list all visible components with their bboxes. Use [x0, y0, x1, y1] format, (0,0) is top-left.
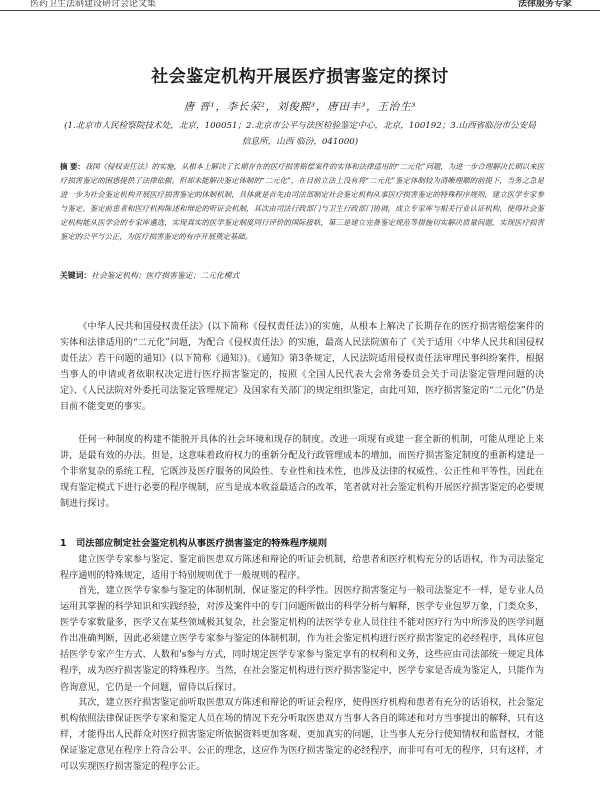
section-number: 1 — [60, 538, 67, 549]
paper-title: 社会鉴定机构开展医疗损害鉴定的探讨 — [151, 67, 449, 87]
body-paragraph: 任何一种制度的构建不能脱开具体的社会环境和现存的制度。改进一项现有或建一套全新的机制，可能从理论上来讲，是最有效的办法。但是，这意味着政府权力的重新分配及行政管理成本的增加，而医疗损害鉴定制度的重新构建是一个非常复杂的系统工程，它既涉及医疗服务的风险性、专业性和技术性，也涉及法律的权威性、公正性和平等性，因此在现有鉴定模式下进行必要的程序规制，应当是成本收益最适合的改革，笔者就对社会鉴定机构开展医疗损害鉴定的必要规制进行探讨。 — [60, 435, 544, 510]
author-list: 唐 晋¹，李长荣²，刘俊熙³，唐田丰³，王治生³ — [183, 101, 417, 113]
keywords-label: 关键词： — [60, 271, 92, 280]
body-paragraph-2-block — [60, 432, 544, 512]
section-paragraph-3-block — [60, 695, 544, 775]
section-paragraph-1-block — [60, 552, 544, 584]
abstract-label: 摘 要： — [60, 162, 85, 171]
section-paragraph: 首先，建立医学专家参与鉴定的体制机制，保证鉴定的科学性。因医疗损害鉴定与一般司法鉴定不一样，是专业人员运用其掌握的科学知识和实践经验，对涉及案件中的专门问题所做出的科学分析与解释，医学专业包罗万象，门类众多，医学专家数量多，医学又在某些领域极其复杂，社会鉴定机构的法医学专业人员往往不能对医疗行为中所涉及的医学问题作出准确判断，因此必须建立医学专家参与鉴定的体制机制，作为社会鉴定机构进行医疗损害鉴定的必经程序，具体应包括医学专家产生方式、人数和's参与方式，同时规定医学专家参与鉴定享有的权利和义务，这些应由司法部统一规定具体程序，成为医疗损害鉴定的特殊程序。当然，在社会鉴定机构进行医疗损害鉴定中，医学专家是否成为鉴定人，只能作为咨询意见，它仍是一个问题，留待以后探讨。 — [60, 586, 544, 693]
section-title: 司法部应制定社会鉴定机构从事医疗损害鉴定的特殊程序规则 — [76, 538, 328, 549]
section-paragraph: 其次，建立医疗损害鉴定前听取医患双方陈述和辩论的听证会程序，使得医疗机构和患者有充分的话语权，社会鉴定机构依照法律保证医学专家和鉴定人员在场的情况下充分听取医患双方当事人各自的陈述和对方当事提出的解释，只有这样，才能得出人民群众对医疗损害鉴定所依据资料更加客观、更加真实的问题，让当事人充分行使知情权和监督权，才能保证鉴定意见在程序上符合公平、公正的理念，这应作为医疗损害鉴定的必经程序，而非可有可无的程序，只有这样，才可以实现医疗损害鉴定的程序公正。 — [60, 698, 544, 773]
running-header-right: 法律服务专家 — [517, 0, 572, 9]
section-paragraph: 建立医学专家参与鉴定、鉴定前医患双方陈述和辩论的听证会机制，给患者和医疗机构充分的话语权，作为司法鉴定程序通则的特殊规定，适用于特别规则优于一般规则的程序。 — [60, 555, 544, 582]
keywords-text: 社会鉴定机构；医疗损害鉴定；二元化模式 — [91, 271, 240, 280]
section-heading — [60, 535, 544, 549]
abstract-text: 我国《侵权责任法》的实施，从根本上解决了长期存在的医疗损害赔偿案件的实体和法律适用的“二元化”问题，为进一步合理解决长期以来医疗损害鉴定的困惑提供了法律依据。但却未能解决鉴定体制的“二元化”，在目前立法上没有将“二元化”鉴定体制较为清晰理顺的前提下，当务之急是进一步为社会鉴定机构开展医疗损害鉴定的体制机制，具体就是首先由司法部制定社会鉴定机构从事医疗损害鉴定的特殊程序规则，建立医学专家参与鉴定、鉴定前患者和医疗机构陈述和辩论的听证会机制，其次由司法行政部门与卫生行政部门协调，成立专家库与相关行业认证机构，使得社会鉴定机构能从医学会的专家库遴选，实现真实的医学鉴定制度同行评价的国际接轨，第三是建立完备鉴定规范等措施切实解决质量问题，实现医疗损害鉴定的公平与公正，为医疗损害鉴定的有序开展奠定基础。 — [60, 162, 545, 241]
body-paragraph-1-block — [60, 319, 544, 416]
body-paragraph: 《中华人民共和国侵权责任法》(以下简称《侵权责任法》)的实施，从根本上解决了长期存在的医疗损害赔偿案件的实体和法律适用的“二元化”问题，为配合《侵权责任法》的实施，最高人民法院颁布了《关于适用〈中华人民共和国侵权责任法〉若干问题的通知》(以下简称《通知》)。《通知》第3条规定，人民法院适用侵权责任法审理民事纠纷案件，根据当事人的申请或者依职权决定进行医疗损害鉴定的，按照《全国人民代表大会常务委员会关于司法鉴定管理问题的决定》、《人民法院对外委托司法鉴定管理规定》及国家有关部门的规定组织鉴定，由此可知，医疗损害鉴定的“二元化”仍是目前不能变更的事实。 — [60, 322, 544, 413]
section-paragraph-2-block — [60, 583, 544, 696]
running-header — [0, 0, 600, 11]
abstract — [60, 160, 544, 244]
keywords — [60, 270, 544, 282]
running-header-left: 医药卫生法制建设研讨会论文集 — [30, 0, 157, 9]
affiliations: (1.北京市人民检察院技术处，北京，100051；2.北京市公平与法医检验鉴定中心，北京，100192；3.山西省临汾市公安局信息所，山西 临汾，041000) — [64, 121, 536, 147]
